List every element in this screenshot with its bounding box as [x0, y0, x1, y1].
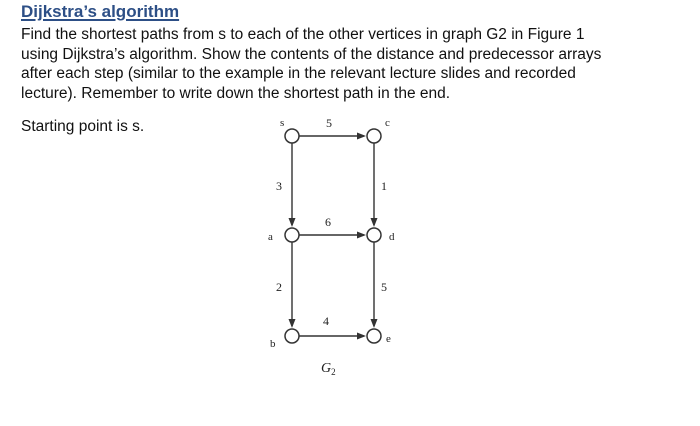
statement-line-4: lecture). Remember to write down the shortest path in the end.: [21, 84, 451, 102]
vertex-c: [367, 129, 381, 143]
weight-c-d: 1: [381, 179, 387, 193]
statement-line-3: after each step (similar to the example in the relevant lecture slides and recorded: [21, 65, 576, 82]
statement-line-1: Find the shortest paths from s to each of the other vertices in graph G2 in Figure 1: [21, 26, 585, 43]
vertex-label-s: s: [280, 117, 285, 129]
weight-b-e: 4: [323, 314, 329, 328]
graph-caption-subscript: 2: [331, 367, 336, 377]
arrowhead-a-b: [289, 319, 296, 328]
vertex-label-b: b: [270, 338, 276, 350]
page-heading: Dijkstra’s algorithm: [21, 2, 180, 21]
vertex-a: [285, 228, 299, 242]
weight-s-a: 3: [276, 179, 282, 193]
arrowhead-s-a: [289, 218, 296, 227]
arrowhead-c-d: [371, 218, 378, 227]
vertex-label-d: d: [389, 231, 395, 243]
arrowhead-a-d: [357, 232, 366, 239]
weight-s-c: 5: [326, 116, 332, 130]
weight-a-b: 2: [276, 280, 282, 294]
graph-caption: [321, 361, 336, 377]
arrowhead-d-e: [371, 319, 378, 328]
statement-line-2: using Dijkstra’s algorithm. Show the contents of the distance and predecessor arrays: [21, 45, 602, 63]
graph-caption-name: G: [321, 361, 332, 376]
starting-point-text: Starting point is s.: [21, 118, 145, 135]
vertex-b: [285, 329, 299, 343]
arrowhead-s-c: [357, 133, 366, 140]
vertex-label-a: a: [268, 231, 273, 243]
vertex-label-e: e: [386, 333, 391, 345]
vertex-s: [285, 129, 299, 143]
vertex-label-c: c: [385, 117, 390, 129]
vertex-d: [367, 228, 381, 242]
arrowhead-b-e: [357, 333, 366, 340]
vertex-e: [367, 329, 381, 343]
weight-a-d: 6: [325, 215, 331, 229]
weight-d-e: 5: [381, 280, 387, 294]
